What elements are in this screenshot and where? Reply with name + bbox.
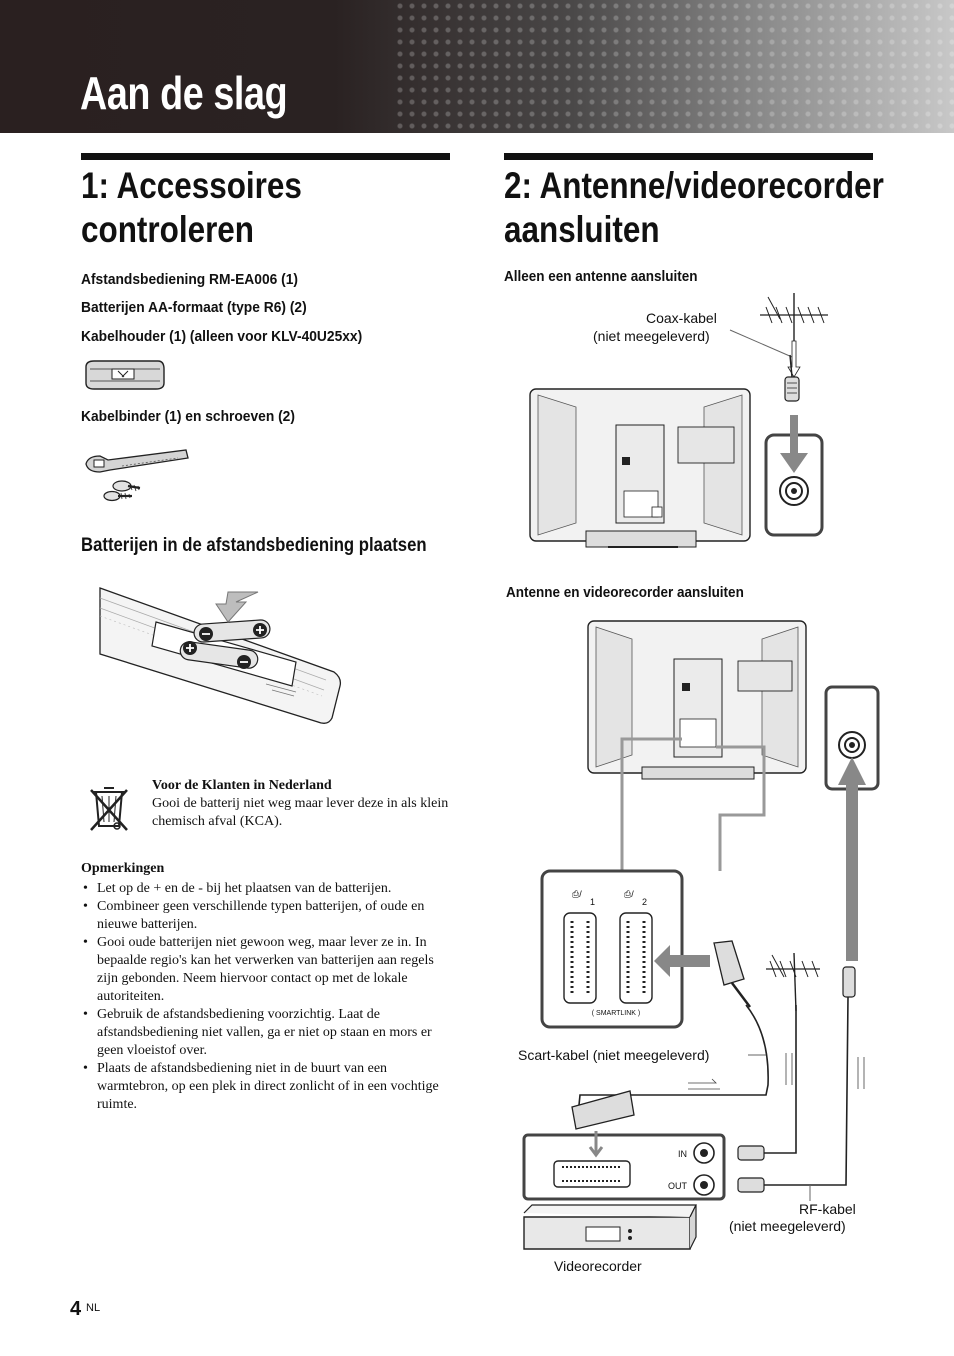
accessory-cable-tie: Kabelbinder (1) en schroeven (2) — [81, 408, 295, 425]
page-language: NL — [86, 1302, 101, 1314]
antenna-only-diagram — [528, 285, 828, 555]
scart-port2-label: 2 — [642, 897, 648, 907]
scart-port1-label: 1 — [590, 897, 596, 907]
note-item: • Plaats de afstandsbediening niet in de buurt van een warmtebron, op een plek in direct zonlicht of in een vochtige ruimte. — [81, 1060, 451, 1114]
note-item: • Gooi oude batterijen niet gewoon weg, maar lever ze in. In bepaalde regio's kan het verwerken van batterijen aan regels zijn gebonden. Neem hiervoor contact op met de lokale autoriteiten. — [81, 934, 451, 1006]
accessory-batteries: Batterijen AA-formaat (type R6) (2) — [81, 299, 307, 316]
notes-title: Opmerkingen — [81, 861, 165, 876]
antenna-vcr-diagram — [520, 615, 880, 1255]
notice-title: Voor de Klanten in Nederland — [152, 778, 332, 793]
note-item: • Combineer geen verschillende typen batterijen, of oude en nieuwe batterijen. — [81, 898, 451, 934]
page-banner — [0, 0, 954, 133]
section1-rule — [81, 153, 450, 160]
note-item: • Let op de + en de - bij het plaatsen van de batterijen. — [81, 880, 451, 898]
page-title: Aan de slag — [80, 67, 288, 119]
coax-label-line2: (niet meegeleverd) — [593, 328, 710, 344]
notice-text: Gooi de batterij niet weg maar lever deze in als klein chemisch afval (KCA). — [152, 796, 449, 829]
scart-cable-label: Scart-kabel (niet meegeleverd) — [518, 1047, 710, 1063]
antenna-only-heading: Alleen een antenne aansluiten — [504, 268, 698, 285]
antenna-icon — [760, 293, 828, 377]
accessory-cable-holder: Kabelhouder (1) (alleen voor KLV-40U25xx) — [81, 328, 363, 345]
accessory-remote: Afstandsbediening RM-EA006 (1) — [81, 271, 299, 288]
remote-battery-illustration — [96, 586, 346, 726]
svg-text:⎙/: ⎙/ — [572, 889, 582, 899]
vcr-label: Videorecorder — [554, 1258, 642, 1274]
page-number: 4 — [70, 1298, 82, 1320]
cable-holder-illustration — [82, 355, 166, 395]
coax-label-line1: Coax-kabel — [646, 310, 717, 326]
note-item: • Gebruik de afstandsbediening voorzichtig. Laat de afstandsbediening niet vallen, ga er niet op staan en mors er geen vloeistof over. — [81, 1006, 451, 1060]
battery-heading: Batterijen in de afstandsbediening plaatsen — [81, 535, 427, 556]
banner-dot-pattern — [394, 0, 954, 133]
section2-rule — [504, 153, 873, 160]
vcr-out-label: OUT — [668, 1181, 687, 1191]
vcr-in-label: IN — [678, 1149, 687, 1159]
svg-text:⎙/: ⎙/ — [624, 889, 634, 899]
notes-list — [81, 880, 451, 1114]
smartlink-label: ( SMARTLINK ) — [591, 1010, 641, 1017]
rf-cable-label-line1: RF-kabel — [799, 1201, 856, 1217]
section1-title-line1: 1: Accessoires — [81, 165, 302, 206]
antenna-vcr-heading: Antenne en videorecorder aansluiten — [506, 584, 744, 601]
section2-title-line1: 2: Antenne/videorecorder — [504, 165, 884, 206]
rf-cable-label-line2: (niet meegeleverd) — [729, 1218, 846, 1234]
section2-title-line2: aansluiten — [504, 209, 660, 250]
section1-title-line2: controleren — [81, 209, 255, 250]
crossed-bin-icon — [88, 782, 130, 834]
cable-tie-illustration — [82, 438, 192, 502]
